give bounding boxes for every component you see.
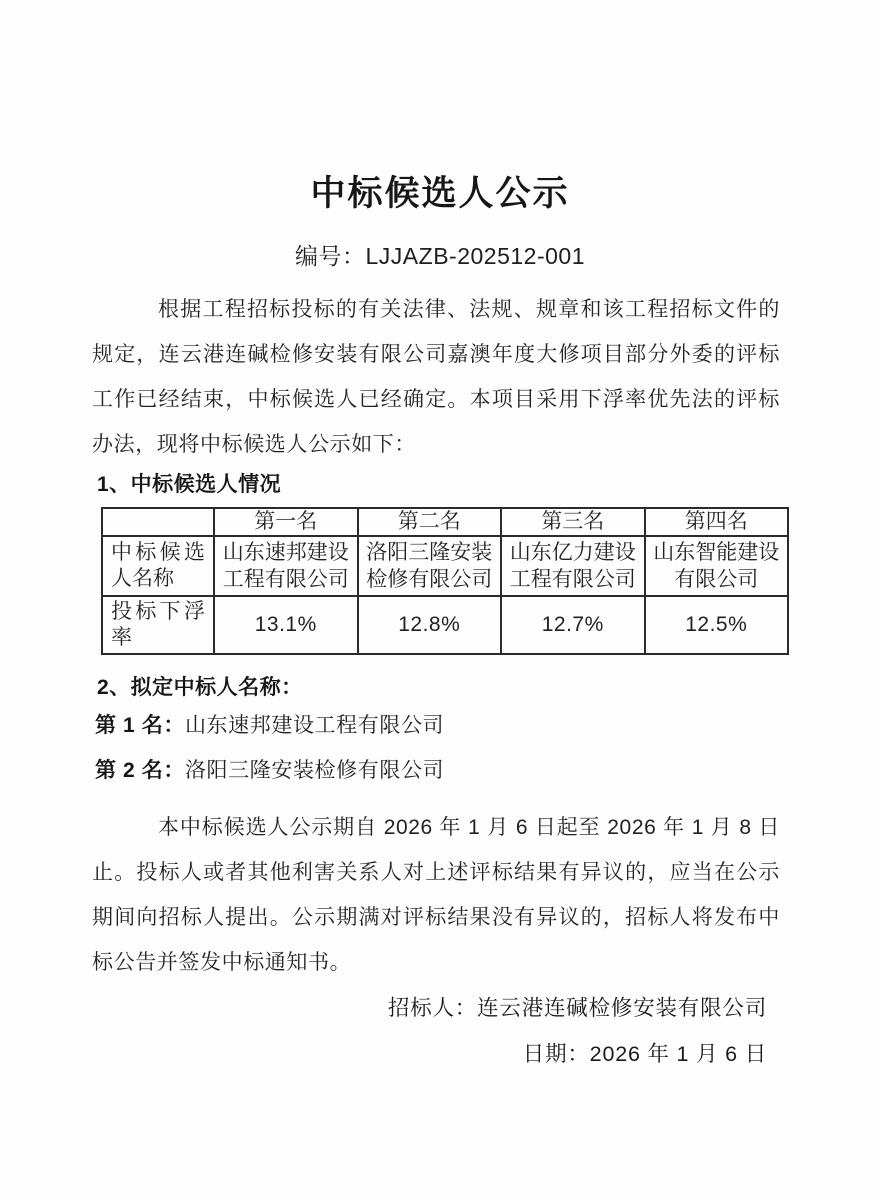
winner-line-1 [92, 703, 780, 748]
candidate-name-2: 洛阳三隆安装检修有限公司 [358, 536, 502, 596]
discount-rate-2: 12.8% [358, 596, 502, 654]
row-label-candidate-name: 中标候选人名称 [102, 536, 214, 596]
signature-block [92, 985, 780, 1077]
intro-paragraph: 根据工程招标投标的有关法律、法规、规章和该工程招标文件的规定，连云港连碱检修安装有限公司嘉澳年度大修项目部分外委的评标工作已经结束，中标候选人已经确定。本项目采用下浮率优先法的评标办法，现将中标候选人公示如下： [92, 298, 780, 456]
table-header-rank-1: 第一名 [214, 508, 358, 536]
table-header-rank-4: 第四名 [645, 508, 789, 536]
table-header-rank-2: 第二名 [358, 508, 502, 536]
table-header-row [102, 508, 788, 536]
candidate-name-1: 山东速邦建设工程有限公司 [214, 536, 358, 596]
row-label-discount-rate: 投标下浮率 [102, 596, 214, 654]
winner-rank-2: 第 2 名： [95, 759, 185, 782]
section2-heading: 2、拟定中标人名称： [97, 676, 303, 699]
date-line: 日期：2026 年 1 月 6 日 [522, 1042, 767, 1066]
winner-list [92, 703, 780, 793]
discount-rate-1: 13.1% [214, 596, 358, 654]
section1-heading: 1、中标候选人情况 [97, 473, 282, 496]
document-body [0, 287, 880, 1077]
table-row-discount-rate [102, 596, 788, 654]
table-row-candidate-names [102, 536, 788, 596]
winner-name-2: 洛阳三隆安装检修有限公司 [184, 759, 445, 782]
candidate-name-3: 山东亿力建设工程有限公司 [501, 536, 645, 596]
winner-name-1: 山东速邦建设工程有限公司 [184, 714, 445, 737]
table-header-empty-cell [102, 508, 214, 536]
table-header-rank-3: 第三名 [501, 508, 645, 536]
doc-number: 编号：LJJAZB-202512-001 [295, 243, 585, 269]
page-title: 中标候选人公示 [310, 174, 570, 213]
candidate-name-4: 山东智能建设有限公司 [645, 536, 789, 596]
candidates-table [101, 507, 789, 655]
winner-line-2 [92, 748, 780, 793]
discount-rate-4: 12.5% [645, 596, 789, 654]
tenderer-line: 招标人：连云港连碱检修安装有限公司 [387, 996, 767, 1020]
notice-paragraph: 本中标候选人公示期自 2026 年 1 月 6 日起至 2026 年 1 月 8 日止。投标人或者其他利害关系人对上述评标结果有异议的，应当在公示期间向招标人提出。公示期满对评标结果没有异议的，招标人将发布中标公告并签发中标通知书。 [92, 816, 780, 974]
winner-rank-1: 第 1 名： [95, 714, 185, 737]
discount-rate-3: 12.7% [501, 596, 645, 654]
